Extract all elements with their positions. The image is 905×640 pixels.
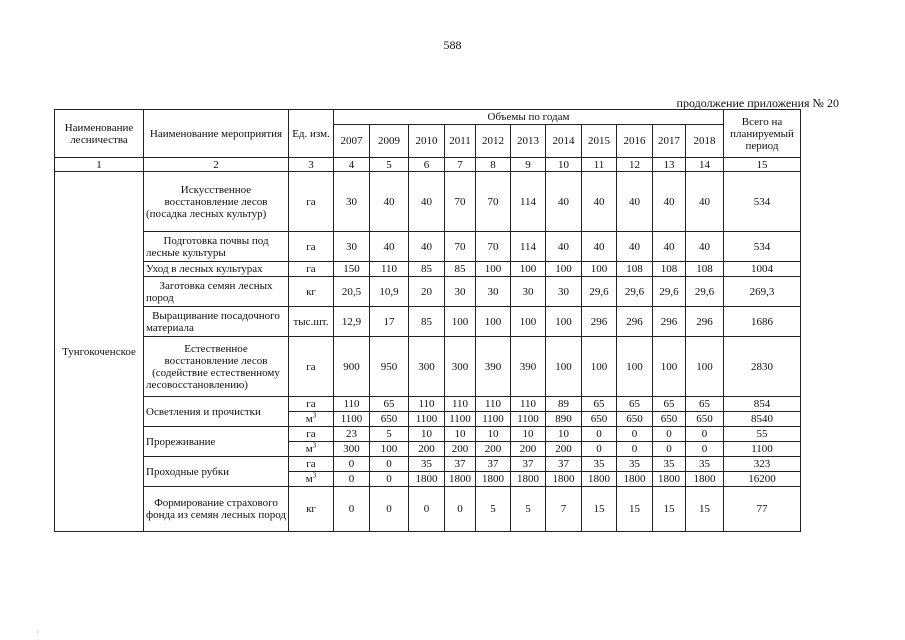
value-cell: 300 — [409, 337, 445, 397]
value-cell: 0 — [582, 442, 617, 457]
value-cell: 110 — [409, 397, 445, 412]
header-measure: Наименование мероприятия — [144, 110, 289, 158]
year-header: 2012 — [476, 125, 511, 158]
value-cell: 1100 — [476, 412, 511, 427]
value-cell: 35 — [582, 457, 617, 472]
value-cell: 1800 — [511, 472, 546, 487]
continuation-label: продолжение приложения № 20 — [676, 96, 839, 110]
value-cell: 5 — [476, 487, 511, 532]
value-cell: 110 — [476, 397, 511, 412]
column-number: 2 — [144, 158, 289, 172]
header-volumes: Объемы по годам — [334, 110, 724, 125]
value-cell: 35 — [617, 457, 653, 472]
value-cell: 0 — [653, 442, 686, 457]
unit-text: кг — [306, 503, 316, 515]
value-cell: 40 — [653, 232, 686, 262]
value-cell: 17 — [370, 307, 409, 337]
total-cell: 8540 — [724, 412, 801, 427]
measure-name: Заготовка семян лесных пород — [144, 277, 289, 307]
year-header: 2016 — [617, 125, 653, 158]
corner-mark: · — [36, 628, 39, 637]
value-cell: 10 — [546, 427, 582, 442]
value-cell: 0 — [653, 427, 686, 442]
value-cell: 1800 — [409, 472, 445, 487]
value-cell: 40 — [546, 232, 582, 262]
value-cell: 70 — [476, 232, 511, 262]
header-unit: Ед. изм. — [289, 110, 334, 158]
column-number: 8 — [476, 158, 511, 172]
value-cell: 89 — [546, 397, 582, 412]
value-cell: 0 — [370, 457, 409, 472]
total-cell: 1100 — [724, 442, 801, 457]
value-cell: 29,6 — [582, 277, 617, 307]
value-cell: 0 — [334, 472, 370, 487]
value-cell: 114 — [511, 172, 546, 232]
value-cell: 1100 — [511, 412, 546, 427]
value-cell: 7 — [546, 487, 582, 532]
year-header: 2013 — [511, 125, 546, 158]
column-number: 5 — [370, 158, 409, 172]
value-cell: 1800 — [445, 472, 476, 487]
value-cell: 35 — [409, 457, 445, 472]
unit-cell — [289, 307, 334, 337]
value-cell: 200 — [546, 442, 582, 457]
value-cell: 296 — [617, 307, 653, 337]
unit-text: кг — [306, 285, 316, 298]
value-cell: 1100 — [409, 412, 445, 427]
value-cell: 37 — [511, 457, 546, 472]
value-cell: 29,6 — [653, 277, 686, 307]
value-cell: 20,5 — [334, 277, 370, 307]
value-cell: 35 — [686, 457, 724, 472]
value-cell: 390 — [476, 337, 511, 397]
value-cell: 12,9 — [334, 307, 370, 337]
year-header: 2011 — [445, 125, 476, 158]
value-cell: 650 — [370, 412, 409, 427]
value-cell: 40 — [409, 232, 445, 262]
unit-text: га — [306, 263, 316, 275]
value-cell: 40 — [653, 172, 686, 232]
year-header: 2010 — [409, 125, 445, 158]
value-cell: 1100 — [445, 412, 476, 427]
value-cell: 1800 — [546, 472, 582, 487]
value-cell: 200 — [409, 442, 445, 457]
total-cell: 2830 — [724, 337, 801, 397]
value-cell: 65 — [617, 397, 653, 412]
unit-superscript: 3 — [312, 441, 317, 450]
value-cell: 650 — [617, 412, 653, 427]
value-cell: 650 — [582, 412, 617, 427]
unit-text: тыс.шт. — [293, 315, 329, 328]
total-cell: 534 — [724, 172, 801, 232]
value-cell: 200 — [511, 442, 546, 457]
value-cell: 10 — [476, 427, 511, 442]
header-total: Всего на планируемый период — [724, 110, 801, 158]
value-cell: 40 — [409, 172, 445, 232]
year-header: 2017 — [653, 125, 686, 158]
value-cell: 35 — [653, 457, 686, 472]
unit-superscript: 3 — [312, 471, 317, 480]
value-cell: 65 — [370, 397, 409, 412]
unit-cell — [289, 472, 334, 487]
unit-cell — [289, 412, 334, 427]
value-cell: 0 — [617, 442, 653, 457]
value-cell: 40 — [617, 172, 653, 232]
value-cell: 70 — [445, 172, 476, 232]
value-cell: 100 — [511, 307, 546, 337]
total-cell: 323 — [724, 457, 801, 472]
value-cell: 900 — [334, 337, 370, 397]
forestry-name: Тунгокоченское — [55, 172, 144, 532]
unit-cell — [289, 232, 334, 262]
value-cell: 40 — [370, 172, 409, 232]
total-cell: 1686 — [724, 307, 801, 337]
value-cell: 30 — [511, 277, 546, 307]
unit-text: га — [306, 360, 316, 373]
value-cell: 0 — [617, 427, 653, 442]
unit-cell — [289, 442, 334, 457]
value-cell: 100 — [617, 337, 653, 397]
value-cell: 1800 — [617, 472, 653, 487]
value-cell: 85 — [445, 262, 476, 277]
year-header: 2014 — [546, 125, 582, 158]
value-cell: 0 — [370, 487, 409, 532]
value-cell: 0 — [409, 487, 445, 532]
value-cell: 110 — [511, 397, 546, 412]
table-row — [55, 172, 801, 232]
measure-name: Прореживание — [144, 427, 289, 457]
value-cell: 40 — [686, 172, 724, 232]
measure-name: Проходные рубки — [144, 457, 289, 487]
measure-name: Уход в лесных культурах — [144, 262, 289, 277]
year-header: 2015 — [582, 125, 617, 158]
value-cell: 100 — [686, 337, 724, 397]
value-cell: 40 — [582, 172, 617, 232]
value-cell: 100 — [511, 262, 546, 277]
unit-cell — [289, 427, 334, 442]
value-cell: 5 — [511, 487, 546, 532]
column-number: 4 — [334, 158, 370, 172]
value-cell: 40 — [686, 232, 724, 262]
value-cell: 10,9 — [370, 277, 409, 307]
year-header: 2018 — [686, 125, 724, 158]
value-cell: 1800 — [686, 472, 724, 487]
total-cell: 1004 — [724, 262, 801, 277]
value-cell: 650 — [686, 412, 724, 427]
value-cell: 10 — [445, 427, 476, 442]
value-cell: 37 — [476, 457, 511, 472]
unit-text: м — [305, 413, 313, 425]
value-cell: 1800 — [476, 472, 511, 487]
table-row — [55, 232, 801, 262]
unit-cell — [289, 457, 334, 472]
value-cell: 100 — [653, 337, 686, 397]
value-cell: 70 — [445, 232, 476, 262]
value-cell: 5 — [370, 427, 409, 442]
value-cell: 1800 — [582, 472, 617, 487]
column-number: 12 — [617, 158, 653, 172]
value-cell: 40 — [546, 172, 582, 232]
value-cell: 108 — [653, 262, 686, 277]
unit-cell — [289, 487, 334, 532]
total-cell: 534 — [724, 232, 801, 262]
unit-text: га — [306, 428, 316, 440]
unit-cell — [289, 262, 334, 277]
total-cell: 16200 — [724, 472, 801, 487]
value-cell: 390 — [511, 337, 546, 397]
value-cell: 65 — [582, 397, 617, 412]
value-cell: 65 — [653, 397, 686, 412]
unit-cell — [289, 397, 334, 412]
value-cell: 0 — [582, 427, 617, 442]
column-number: 9 — [511, 158, 546, 172]
column-number: 1 — [55, 158, 144, 172]
value-cell: 30 — [334, 172, 370, 232]
value-cell: 100 — [445, 307, 476, 337]
value-cell: 150 — [334, 262, 370, 277]
value-cell: 296 — [653, 307, 686, 337]
value-cell: 100 — [546, 262, 582, 277]
column-number: 11 — [582, 158, 617, 172]
value-cell: 40 — [617, 232, 653, 262]
value-cell: 300 — [445, 337, 476, 397]
unit-text: га — [306, 458, 316, 470]
value-cell: 650 — [653, 412, 686, 427]
value-cell: 950 — [370, 337, 409, 397]
value-cell: 114 — [511, 232, 546, 262]
page-number: 588 — [443, 38, 462, 52]
value-cell: 100 — [476, 307, 511, 337]
total-cell: 269,3 — [724, 277, 801, 307]
measure-name: Естественное восстановление лесов (содействие естественному лесовосстановлению) — [144, 337, 289, 397]
value-cell: 296 — [686, 307, 724, 337]
value-cell: 29,6 — [686, 277, 724, 307]
unit-superscript: 3 — [312, 411, 317, 420]
value-cell: 15 — [582, 487, 617, 532]
value-cell: 29,6 — [617, 277, 653, 307]
value-cell: 108 — [617, 262, 653, 277]
table-row — [55, 397, 801, 412]
value-cell: 890 — [546, 412, 582, 427]
table-row — [55, 457, 801, 472]
value-cell: 100 — [582, 337, 617, 397]
table-row — [55, 337, 801, 397]
value-cell: 70 — [476, 172, 511, 232]
column-number: 14 — [686, 158, 724, 172]
value-cell: 20 — [409, 277, 445, 307]
value-cell: 1800 — [653, 472, 686, 487]
column-number: 3 — [289, 158, 334, 172]
table-row — [55, 277, 801, 307]
measure-name: Осветления и прочистки — [144, 397, 289, 427]
measure-name: Формирование страхового фонда из семян лесных пород — [144, 487, 289, 532]
value-cell: 37 — [546, 457, 582, 472]
total-cell: 854 — [724, 397, 801, 412]
table-row — [55, 262, 801, 277]
unit-cell — [289, 337, 334, 397]
value-cell: 40 — [370, 232, 409, 262]
unit-cell — [289, 277, 334, 307]
value-cell: 23 — [334, 427, 370, 442]
value-cell: 15 — [617, 487, 653, 532]
value-cell: 40 — [582, 232, 617, 262]
measure-name: Выращивание посадочного материала — [144, 307, 289, 337]
value-cell: 100 — [582, 262, 617, 277]
value-cell: 110 — [370, 262, 409, 277]
value-cell: 85 — [409, 307, 445, 337]
value-cell: 30 — [445, 277, 476, 307]
value-cell: 85 — [409, 262, 445, 277]
value-cell: 15 — [686, 487, 724, 532]
value-cell: 100 — [546, 337, 582, 397]
unit-text: га — [306, 195, 316, 208]
total-cell: 55 — [724, 427, 801, 442]
unit-text: га — [306, 398, 316, 410]
value-cell: 10 — [409, 427, 445, 442]
value-cell: 30 — [546, 277, 582, 307]
value-cell: 37 — [445, 457, 476, 472]
value-cell: 110 — [334, 397, 370, 412]
table-row — [55, 487, 801, 532]
value-cell: 0 — [370, 472, 409, 487]
unit-text: м — [305, 443, 313, 455]
value-cell: 65 — [686, 397, 724, 412]
table-row — [55, 427, 801, 442]
unit-cell — [289, 172, 334, 232]
value-cell: 0 — [445, 487, 476, 532]
table-row — [55, 307, 801, 337]
unit-text: м — [305, 473, 313, 485]
value-cell: 30 — [334, 232, 370, 262]
column-number: 13 — [653, 158, 686, 172]
value-cell: 110 — [445, 397, 476, 412]
column-number: 6 — [409, 158, 445, 172]
column-number: 10 — [546, 158, 582, 172]
header-forestry: Наименование лесничества — [55, 110, 144, 158]
value-cell: 1100 — [334, 412, 370, 427]
value-cell: 10 — [511, 427, 546, 442]
value-cell: 100 — [370, 442, 409, 457]
measure-name: Подготовка почвы под лесные культуры — [144, 232, 289, 262]
column-number: 7 — [445, 158, 476, 172]
value-cell: 0 — [686, 427, 724, 442]
year-header: 2007 — [334, 125, 370, 158]
value-cell: 108 — [686, 262, 724, 277]
unit-text: га — [306, 240, 316, 253]
forestry-table — [54, 109, 801, 532]
value-cell: 30 — [476, 277, 511, 307]
value-cell: 300 — [334, 442, 370, 457]
total-cell: 77 — [724, 487, 801, 532]
value-cell: 100 — [546, 307, 582, 337]
column-number: 15 — [724, 158, 801, 172]
value-cell: 0 — [334, 487, 370, 532]
value-cell: 296 — [582, 307, 617, 337]
value-cell: 15 — [653, 487, 686, 532]
value-cell: 0 — [334, 457, 370, 472]
measure-name: Искусственное восстановление лесов (посадка лесных культур) — [144, 172, 289, 232]
value-cell: 100 — [476, 262, 511, 277]
year-header: 2009 — [370, 125, 409, 158]
value-cell: 200 — [445, 442, 476, 457]
value-cell: 0 — [686, 442, 724, 457]
value-cell: 200 — [476, 442, 511, 457]
